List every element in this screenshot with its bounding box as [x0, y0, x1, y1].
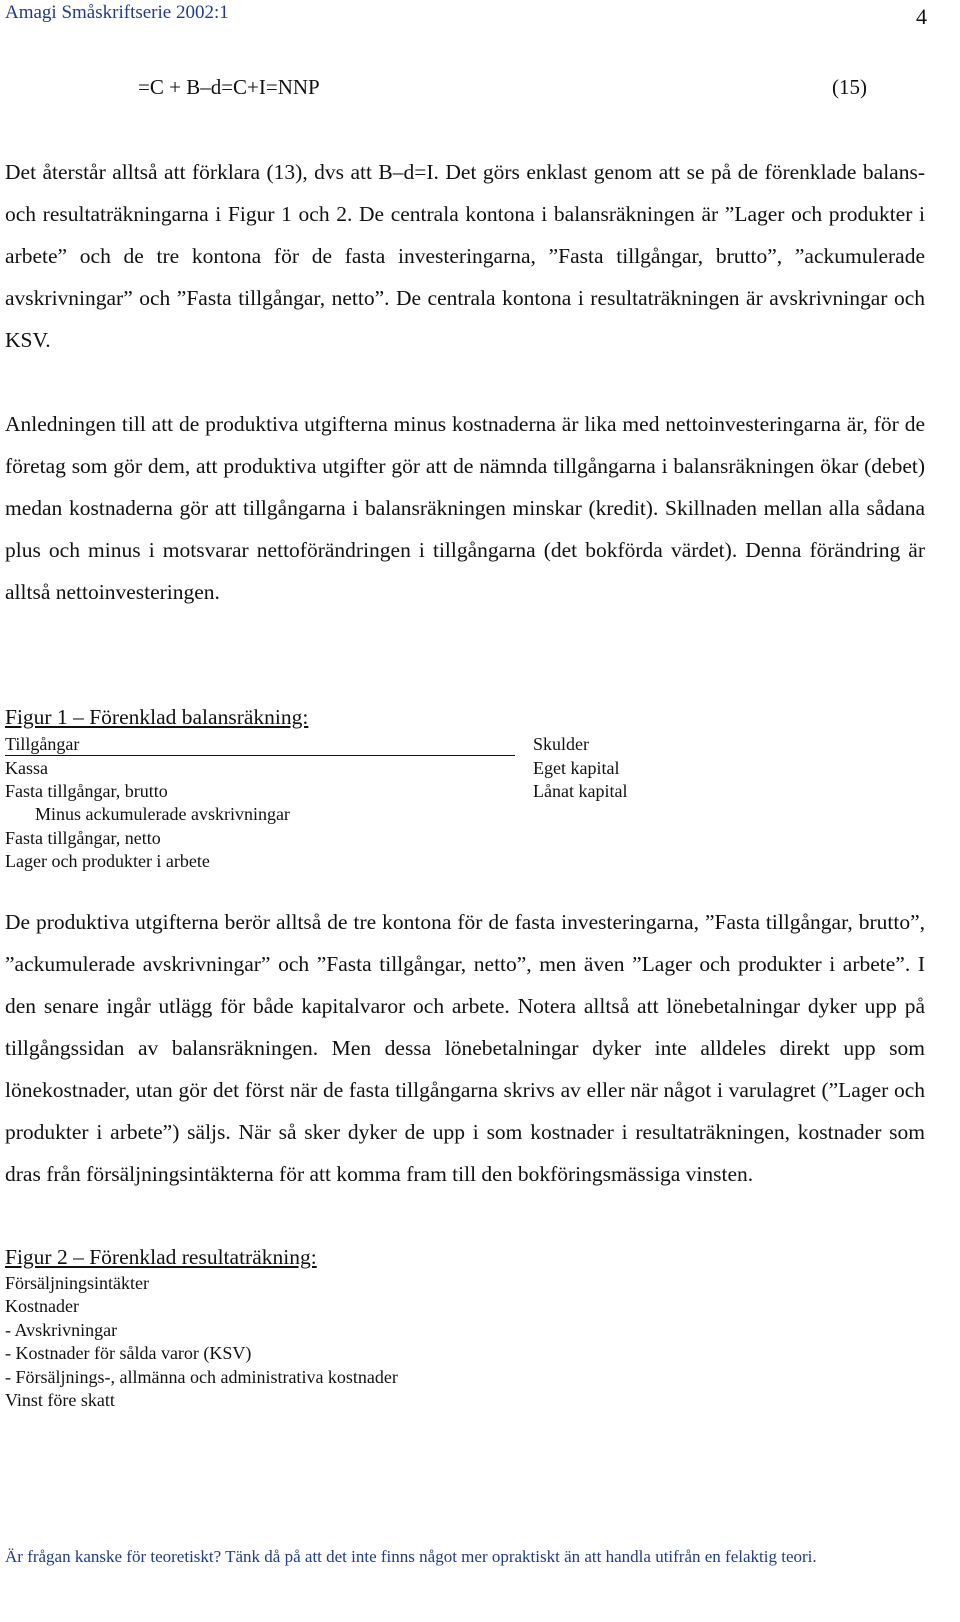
asset-item-indented: Minus ackumulerade avskrivningar	[35, 804, 290, 824]
liabilities-header: Skulder	[533, 734, 589, 754]
paragraph-explanation: Anledningen till att de produktiva utgifterna minus kostnaderna är lika med nettoinvesteringarna är, för de företag som gör dem, att produktiva utgifter gör att de nämnda tillgångarna i balansräkningen ökar (debet) medan kostnaderna gör att tillgångarna i balansräkningen minskar (kredit). Skillnaden mellan alla sådana plus och minus i motsvarar nettoförändringen i tillgångarna (det bokförda värdet). Denna förändring är alltså nettoinvesteringen.	[5, 412, 925, 604]
asset-item: Lager och produkter i arbete	[5, 851, 210, 871]
equation-number: (15)	[832, 75, 867, 99]
income-line: - Försäljnings-, allmänna och administrativa kostnader	[5, 1367, 398, 1387]
asset-item: Fasta tillgångar, netto	[5, 828, 161, 848]
figure-2-title: Figur 2 – Förenklad resultaträkning:	[5, 1245, 317, 1269]
liability-item: Eget kapital	[533, 758, 620, 778]
paragraph-conclusion: De produktiva utgifterna berör alltså de tre kontona för de fasta investeringarna, ”Fasta tillgångar, brutto”, ”ackumulerade avskrivningar” och ”Fasta tillgångar, netto”, men även ”Lager och produkter i arbete”. I den senare ingår utlägg för både kapitalvaror och arbete. Notera alltså att lönebetalningar dyker upp på tillgångssidan av balansräkningen. Men dessa lönebetalningar dyker inte alldeles direkt upp som lönekostnader, utan gör det först när de fasta tillgångarna skrivs av eller när något i varulagret (”Lager och produkter i arbete”) säljs. När så sker dyker de upp i som kostnader i resultaträkningen, kostnader som dras från försäljningsintäkterna för att komma fram till den bokföringsmässiga vinsten.	[5, 910, 925, 1186]
series-title: Amagi Småskriftserie 2002:1	[5, 2, 229, 23]
liability-item: Lånat kapital	[533, 781, 628, 801]
income-line: - Avskrivningar	[5, 1320, 118, 1340]
footer-quote: Är frågan kanske för teoretiskt? Tänk då på att det inte finns något mer opraktiskt än att handla utifrån en felaktig teori.	[5, 1547, 817, 1566]
income-line: Kostnader	[5, 1296, 79, 1316]
income-line: Vinst före skatt	[5, 1390, 115, 1410]
paragraph-intro: Det återstår alltså att förklara (13), dvs att B–d=I. Det görs enklast genom att se på de förenklade balans- och resultaträkningarna i Figur 1 och 2. De centrala kontona i balansräkningen är ”Lager och produkter i arbete” och de tre kontona för de fasta investeringarna, ”Fasta tillgångar, brutto”, ”ackumulerade avskrivningar” och ”Fasta tillgångar, netto”. De centrala kontona i resultaträkningen är avskrivningar och KSV.	[5, 160, 925, 352]
income-line: - Kostnader för sålda varor (KSV)	[5, 1343, 252, 1363]
figure-1-title: Figur 1 – Förenklad balansräkning:	[5, 705, 309, 729]
equation-formula: =C + B–d=C+I=NNP	[138, 75, 320, 99]
assets-header: Tillgångar	[5, 733, 515, 756]
page-number: 4	[916, 4, 927, 29]
asset-item: Kassa	[5, 758, 48, 778]
income-line: Försäljningsintäkter	[5, 1273, 149, 1293]
asset-item: Fasta tillgångar, brutto	[5, 781, 168, 801]
